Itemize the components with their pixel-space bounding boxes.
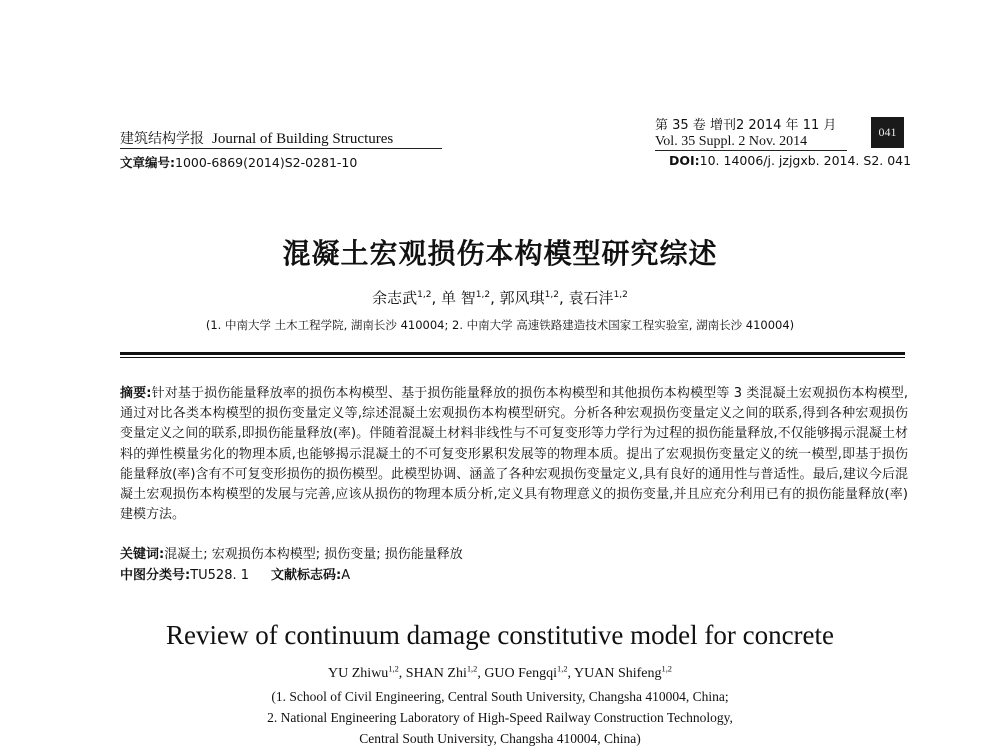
doi-label: DOI: — [669, 153, 700, 168]
issue-info-en: Vol. 35 Suppl. 2 Nov. 2014 — [655, 134, 847, 151]
keywords-text: 混凝土; 宏观损伤本构模型; 损伤变量; 损伤能量释放 — [164, 547, 463, 562]
keywords-label: 关键词: — [120, 547, 165, 562]
author-name: YU Zhiwu — [328, 666, 389, 681]
author-affiliation-mark: 1,2 — [388, 664, 399, 674]
author-name: 郭风琪 — [499, 289, 545, 307]
author-affiliation-mark: 1,2 — [661, 664, 672, 674]
journal-name — [120, 131, 442, 149]
author-separator: , — [567, 666, 574, 681]
author-list-en — [0, 666, 1000, 682]
issue-info — [655, 118, 847, 151]
affiliation-en-line: (1. School of Civil Engineering, Central South University, Changsha 410004, China; — [271, 689, 729, 704]
author-affiliation-mark: 1,2 — [466, 664, 478, 674]
divider-thick — [120, 352, 905, 355]
issue-info-cn: 第 35 卷 增刊2 2014 年 11 月 — [655, 118, 837, 133]
author-affiliation-mark: 1,2 — [557, 664, 568, 674]
author-affiliation-mark: 1,2 — [544, 290, 559, 300]
author-affiliation-mark: 1,2 — [417, 290, 432, 300]
author-name: 袁石沣 — [568, 289, 614, 307]
page-number-tab: 041 — [871, 117, 904, 148]
abstract — [120, 384, 908, 525]
article-number-label: 文章编号: — [120, 155, 175, 170]
author-name: 单 智 — [441, 289, 476, 307]
author-name: YUAN Shifeng — [574, 666, 662, 681]
abstract-text: 针对基于损伤能量释放率的损伤本构模型、基于损伤能量释放的损伤本构模型和其他损伤本构模型等 3 类混凝土宏观损伤本构模型,通过对比各类本构模型的损伤变量定义等,综述混凝土宏观损伤本构模型研究。分析各种宏观损伤变量定义之间的联系,得到各种宏观损伤变量定义之间的联系,即损伤能量释放(率)。伴随着混凝土材料非线性与不可复变形等力学行为过程的损伤能量释放,不仅能够揭示混凝土材料的弹性模量劣化的物理本质,也能够揭示混凝土的不可复变形累积发展等的物理本质。提出了宏观损伤变量定义的统一模型,即基于损伤能量释放(率)含有不可复变形损伤的损伤模型。此模型协调、涵盖了各种宏观损伤变量定义,具有良好的通用性与普适性。最后,建议今后混凝土宏观损伤本构模型的发展与完善,应该从损伤的物理本质分析,定义具有物理意义的损伤变量,并且应充分利用已有的损伤能量释放(率)建模方法。 — [120, 386, 908, 523]
author-separator: , — [490, 289, 500, 307]
author-affiliation-mark: 1,2 — [613, 290, 628, 300]
author-list-cn — [0, 287, 1000, 308]
author-name: SHAN Zhi — [405, 666, 467, 681]
paper-title-en: Review of continuum damage constitutive model for concrete — [165, 620, 835, 650]
doi — [669, 153, 911, 168]
classification-value: TU528. 1 — [190, 568, 250, 583]
author-name: 余志武 — [372, 289, 418, 307]
article-number-value: 1000-6869(2014)S2-0281-10 — [175, 155, 358, 170]
divider-thin — [120, 357, 905, 358]
doi-value: 10. 14006/j. jzjgxb. 2014. S2. 041 — [699, 153, 912, 168]
affiliation-cn: (1. 中南大学 土木工程学院, 湖南长沙 410004; 2. 中南大学 高速铁路建造技术国家工程实验室, 湖南长沙 410004) — [205, 318, 795, 332]
keywords — [120, 543, 910, 562]
affiliation-en-line: 2. National Engineering Laboratory of High-Speed Railway Construction Technology, — [267, 710, 733, 725]
author-separator: , — [431, 289, 441, 307]
paper-title-cn: 混凝土宏观损伤本构模型研究综述 — [282, 237, 718, 270]
classification — [120, 564, 910, 583]
author-name: GUO Fengqi — [484, 666, 558, 681]
author-separator: , — [398, 666, 406, 681]
document-code-value: A — [341, 568, 351, 583]
document-code-label: 文献标志码: — [271, 568, 342, 583]
journal-name-en: Journal of Building Structures — [212, 131, 394, 147]
affiliation-en-line: Central South University, Changsha 410004, China) — [359, 731, 641, 746]
classification-label: 中图分类号: — [120, 568, 191, 583]
author-separator: , — [559, 289, 569, 307]
abstract-label: 摘要: — [120, 386, 152, 401]
article-number — [120, 153, 357, 171]
author-separator: , — [477, 666, 485, 681]
journal-name-cn: 建筑结构学报 — [120, 131, 204, 147]
author-affiliation-mark: 1,2 — [475, 290, 491, 300]
